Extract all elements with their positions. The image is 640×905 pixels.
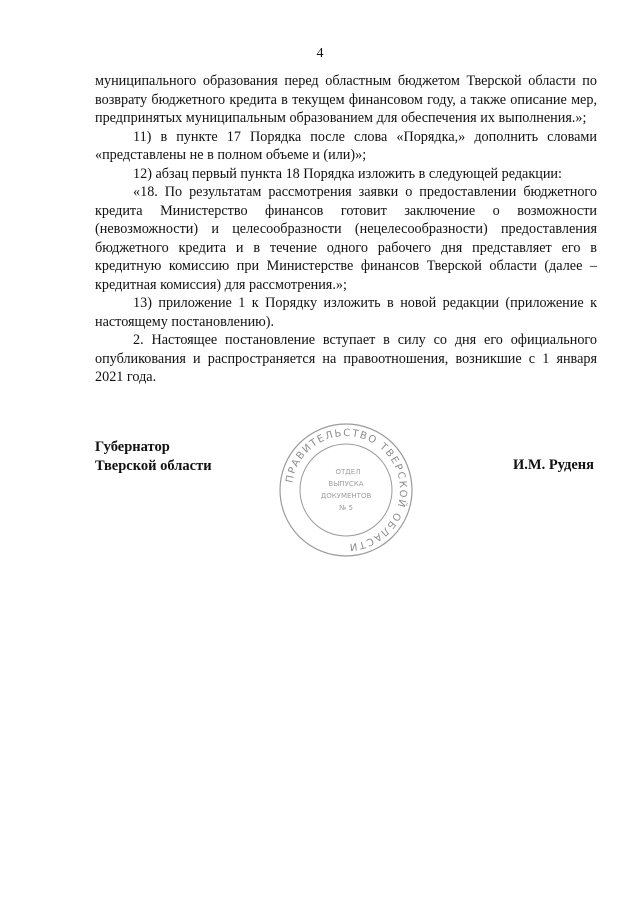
paragraph-item-12: 12) абзац первый пункта 18 Порядка изложить в следующей редакции: xyxy=(133,165,562,182)
signature-title-line2: Тверской области xyxy=(95,458,212,474)
signature-title-line1: Губернатор xyxy=(95,439,170,455)
stamp-inner-line-4: № 5 xyxy=(339,504,353,512)
page-number: 4 xyxy=(316,46,324,61)
stamp-inner-line-2: ВЫПУСКА xyxy=(328,480,364,488)
paragraph-section-2: 2. Настоящее постановление вступает в силу со дня его официального опубликования и распространяется на правоотношения, возникшие с 1 января 2021 года. xyxy=(95,332,597,385)
stamp-inner-line-3: ДОКУМЕНТОВ xyxy=(320,492,372,500)
paragraph-point-18: «18. По результатам рассмотрения заявки о предоставлении бюджетного кредита Министерство финансов готовит заключение о возможности (невозможности) и целесообразности (нецелесообразности) предоставления бюджетного кредита и в течение одного рабочего дня представляет его в кредитную комиссию при Министерстве финансов Тверской области (далее – кредитная комиссия) для рассмотрения.»; xyxy=(95,184,597,293)
paragraph-item-13: 13) приложение 1 к Порядку изложить в новой редакции (приложение к настоящему постановлению). xyxy=(95,295,597,330)
official-stamp xyxy=(276,420,416,560)
signatory-name: И.М. Руденя xyxy=(512,457,594,473)
signature-title xyxy=(95,438,212,476)
paragraph-continuation: муниципального образования перед областным бюджетом Тверской области по возврату бюджетного кредита в текущем финансовом году, а также описание мер, предпринятых муниципальным образованием для обеспечения их выполнения.»; xyxy=(95,73,597,126)
paragraph-item-11: 11) в пункте 17 Порядка после слова «Порядка,» дополнить словами «представлены не в полном объеме и (или)»; xyxy=(95,128,597,163)
document-body xyxy=(95,72,597,387)
stamp-inner-line-1: ОТДЕЛ xyxy=(335,468,361,476)
stamp-inner-ring xyxy=(300,444,392,536)
stamp-ring-text: ПРАВИТЕЛЬСТВО ТВЕРСКОЙ ОБЛАСТИ xyxy=(284,427,409,553)
